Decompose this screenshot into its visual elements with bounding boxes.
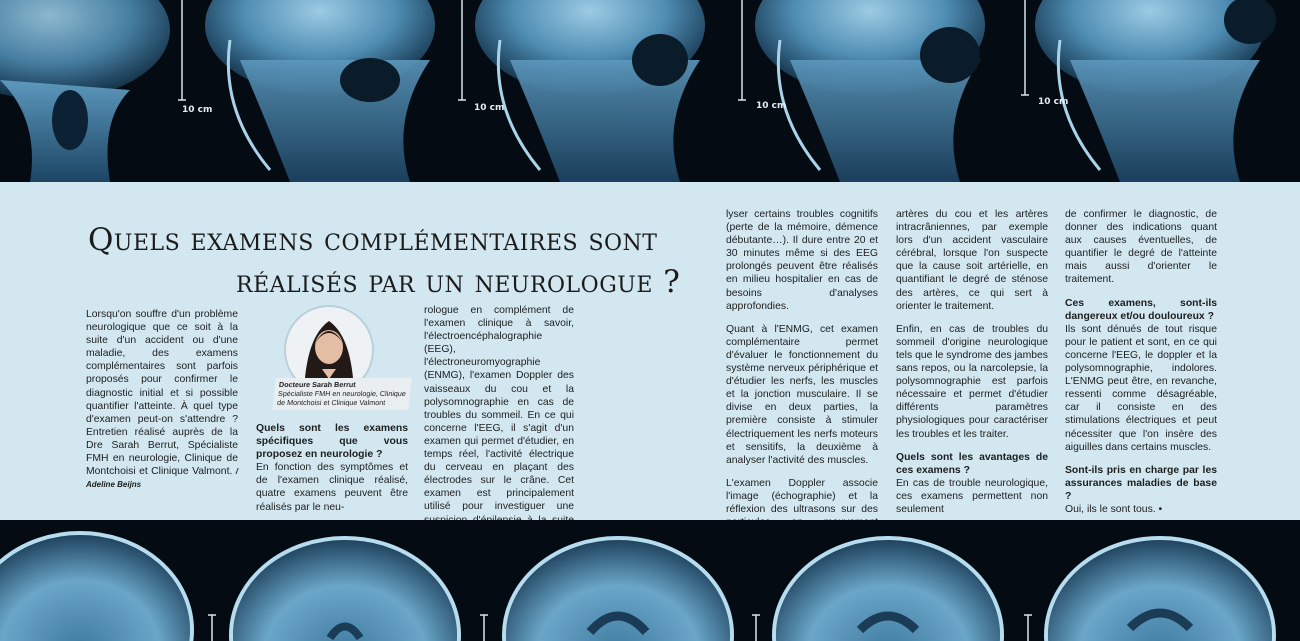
column-4 xyxy=(726,208,878,565)
mri-axial-image xyxy=(0,520,1300,641)
article-panel xyxy=(0,182,1300,520)
article-title xyxy=(88,219,681,303)
intro-column xyxy=(86,308,238,491)
question-4: Sont-ils pris en charge par les assurances maladies de base ? xyxy=(1065,464,1217,502)
enmg-paragraph: Quant à l'ENMG, cet examen complémentaire permet d'évaluer le fonctionnement du système nerveux périphérique et d'étudier les nerfs, les muscles et la jonction musculaire. Il se divise en deux parties, la première consiste à stimuler électriquement les nerfs moteurs et sensitifs, la deuxième à analyser l'activité des muscles. xyxy=(726,323,878,466)
question-1: Quels sont les examens spécifiques que vous proposez en neurologie ? xyxy=(256,423,408,461)
answer-1-part-1: En fonction des symptômes et de l'examen clinique réalisé, quatre examens peuvent être réalisés par le neu- xyxy=(256,462,408,513)
mri-sagittal-band xyxy=(0,0,1300,182)
intro-text: Lorsqu'on souffre d'un problème neurologique que ce soit à la suite d'un accident ou d'une maladie, des examens complémentaires sont parfois proposés pour confirmer le diagnostic initial et si possible quantifier l'atteinte. À quel type d'examen peut-on s'attendre ? Entretien réalisé auprès de la Dre Sarah Berrut, Spécialiste FMH en neurologie, Clinique de Montchoisi et Clinique Valmont. xyxy=(86,309,238,478)
doppler-paragraph-continued: artères du cou et les artères intracrâniennes, par exemple lors d'un accident vasculaire cérébral, lorsque l'on suspecte que la cause soit artérielle, en quantifiant le degré de sténose des artères, ce qui sert à orienter le traitement. xyxy=(896,209,1048,312)
sleep-paragraph: Enfin, en cas de troubles du sommeil d'origine neurologique tels que le syndrome des jambes sans repos, ou la narcolepsie, la polysomnographie est parfois nécessaire et permet d'étudier différents paramètres physiologiques pour caractériser les troubles et les traiter. xyxy=(896,323,1048,440)
mri-sagittal-image xyxy=(0,0,1300,182)
expert-title: Spécialiste FMH en neurologie, Clinique de Montchoisi et Clinique Valmont xyxy=(276,388,407,407)
column-5 xyxy=(896,208,1048,516)
answer-1-part-2: rologue en complément de l'examen clinique à savoir, l'électroencéphalographie (EEG), l'électroneuromyographie (ENMG), l'examen Doppler des vaisseaux du cou et la polysomnographie en cas de troubles du sommeil. En ce qui concerne l'EEG, il s'agit d'un examen qui permet d'étudier, en temps réel, l'activité électrique du cerveau en plaçant des électrodes sur le crâne. Cet examen est principalement utilisé pour investiguer une xyxy=(424,305,574,513)
answer-2-part-1: En cas de trouble neurologique, ces examens permettent non seulement xyxy=(896,477,1048,515)
question-2: Quels sont les avantages de ces examens ? xyxy=(896,451,1048,476)
scale-label: 10 cm xyxy=(182,105,213,115)
column-6 xyxy=(1065,208,1217,516)
column-2 xyxy=(256,422,408,514)
question-3: Ces examens, sont-ils dangereux et/ou douloureux ? xyxy=(1065,297,1217,322)
title-line-1: Quels examens complémentaires sont xyxy=(88,221,658,258)
answer-1-part-3: lyser certains troubles cognitifs (perte de la mémoire, démence débutante…). Il dure entre 20 et 30 minutes même si des EEG prolongés peuvent être réalisés en milieu hospitalier en cas de besoins d'analyses approfondies. xyxy=(726,209,878,312)
title-line-2: réalisés par un neurologue ? xyxy=(236,263,681,300)
expert-name: Docteure Sarah Berrut xyxy=(278,380,357,389)
scale-label: 10 cm xyxy=(1038,97,1069,107)
scale-label: 10 cm xyxy=(474,103,505,113)
doppler-paragraph: L'examen Doppler associe l'image (échographie) et la réflexion des ultrasons sur des xyxy=(726,477,878,515)
scale-label: 10 cm xyxy=(756,101,787,111)
mri-axial-band xyxy=(0,520,1300,641)
expert-caption xyxy=(272,378,411,410)
answer-4: Oui, ils le sont tous. • xyxy=(1065,503,1163,515)
answer-3: Ils sont dénués de tout risque pour le patient et sont, en ce qui concerne l'EEG, le doppler et la polysomnographie, indolores. L'ENMG peut être, en revanche, ressenti comme désagréable, car il consiste en des stimulations électriques et peut nécessiter que l'on insère des aiguilles dans certains muscles. xyxy=(1065,323,1217,453)
author-byline: / Adeline Beijns xyxy=(86,467,238,490)
answer-2-part-2: de confirmer le diagnostic, de donner des indications quant aux causes éventuelles, de quantifier le degré de l'atteinte mais aussi d'orienter le traitement. xyxy=(1065,209,1217,286)
